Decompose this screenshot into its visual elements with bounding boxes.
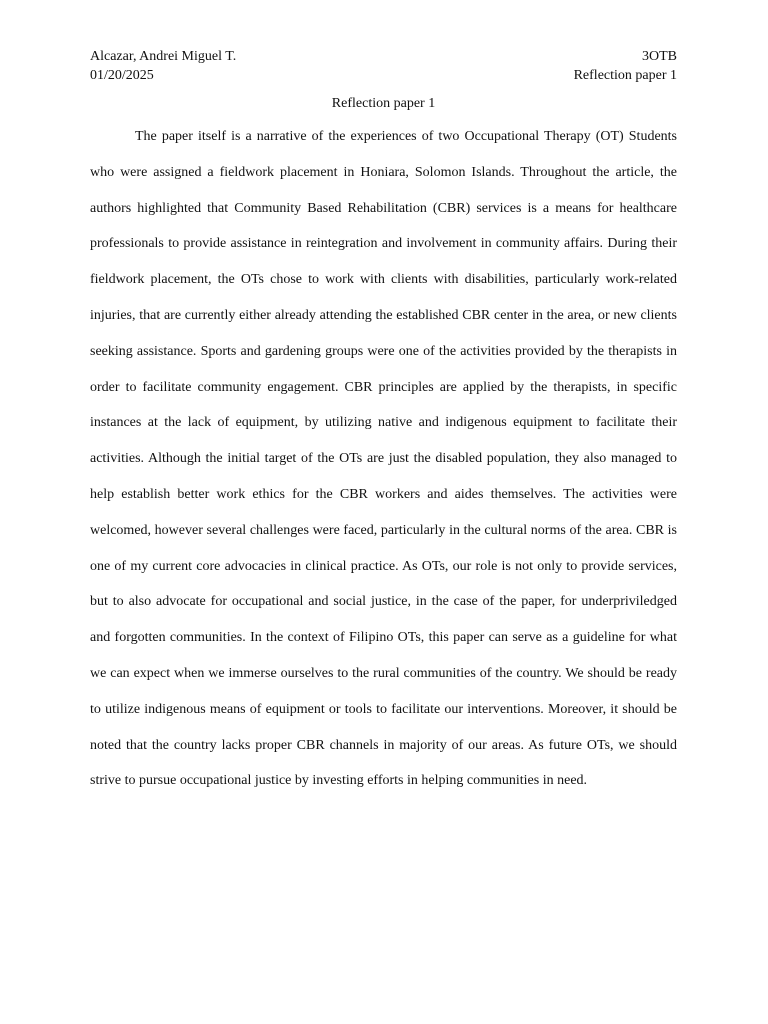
section-code: 3OTB [642, 49, 677, 64]
header-row-1 [90, 47, 677, 66]
document-date: 01/20/2025 [90, 68, 154, 83]
body-paragraph: The paper itself is a narrative of the experiences of two Occupational Therapy (OT) Students who were assigned a fieldwork placement in Honiara, Solomon Islands. Throughout the article, the authors highlighted that Community Based Rehabilitation (CBR) services is a means for healthcare professionals to provide assistance in reintegration and involvement in community affairs. During their fieldwork placement, the OTs chose to work with clients with disabilities, particularly work-related injuries, that are currently either already attending the established CBR center in the area, or new clients seeking assistance. Sports and gardening groups were one of the activities provided by the therapists in order to facilitate community engagement. CBR principles are applied by the therapists, in specific instances at the lack of equipment, by utilizing native and indigenous equipment to facilitate their activities. Although the initial target of the OTs are just the disabled population, they also managed to help establish better work ethics for the CBR workers and aides themselves. The activities were welcomed, however several challenges were faced, particularly in the cultural norms of the area. CBR is one of my current core advocacies in clinical practice. As OTs, our role is not only to provide services, but to also advocate for occupational and social justice, in the case of the paper, for underpriviledged and forgotten communities. In the context of Filipino OTs, this paper can serve as a guideline for what we can expect when we immerse ourselves to the rural communities of the country. We should be ready to utilize indigenous means of equipment or tools to facilitate our interventions. Moreover, it should be noted that the country lacks proper CBR channels in majority of our areas. As future OTs, we should strive to pursue occupational justice by investing efforts in helping communities in need. [90, 129, 677, 789]
header-row-2 [90, 66, 677, 85]
document-page [90, 47, 677, 799]
document-label: Reflection paper 1 [573, 68, 677, 83]
author-name: Alcazar, Andrei Miguel T. [90, 49, 237, 64]
page-title: Reflection paper 1 [331, 96, 436, 111]
